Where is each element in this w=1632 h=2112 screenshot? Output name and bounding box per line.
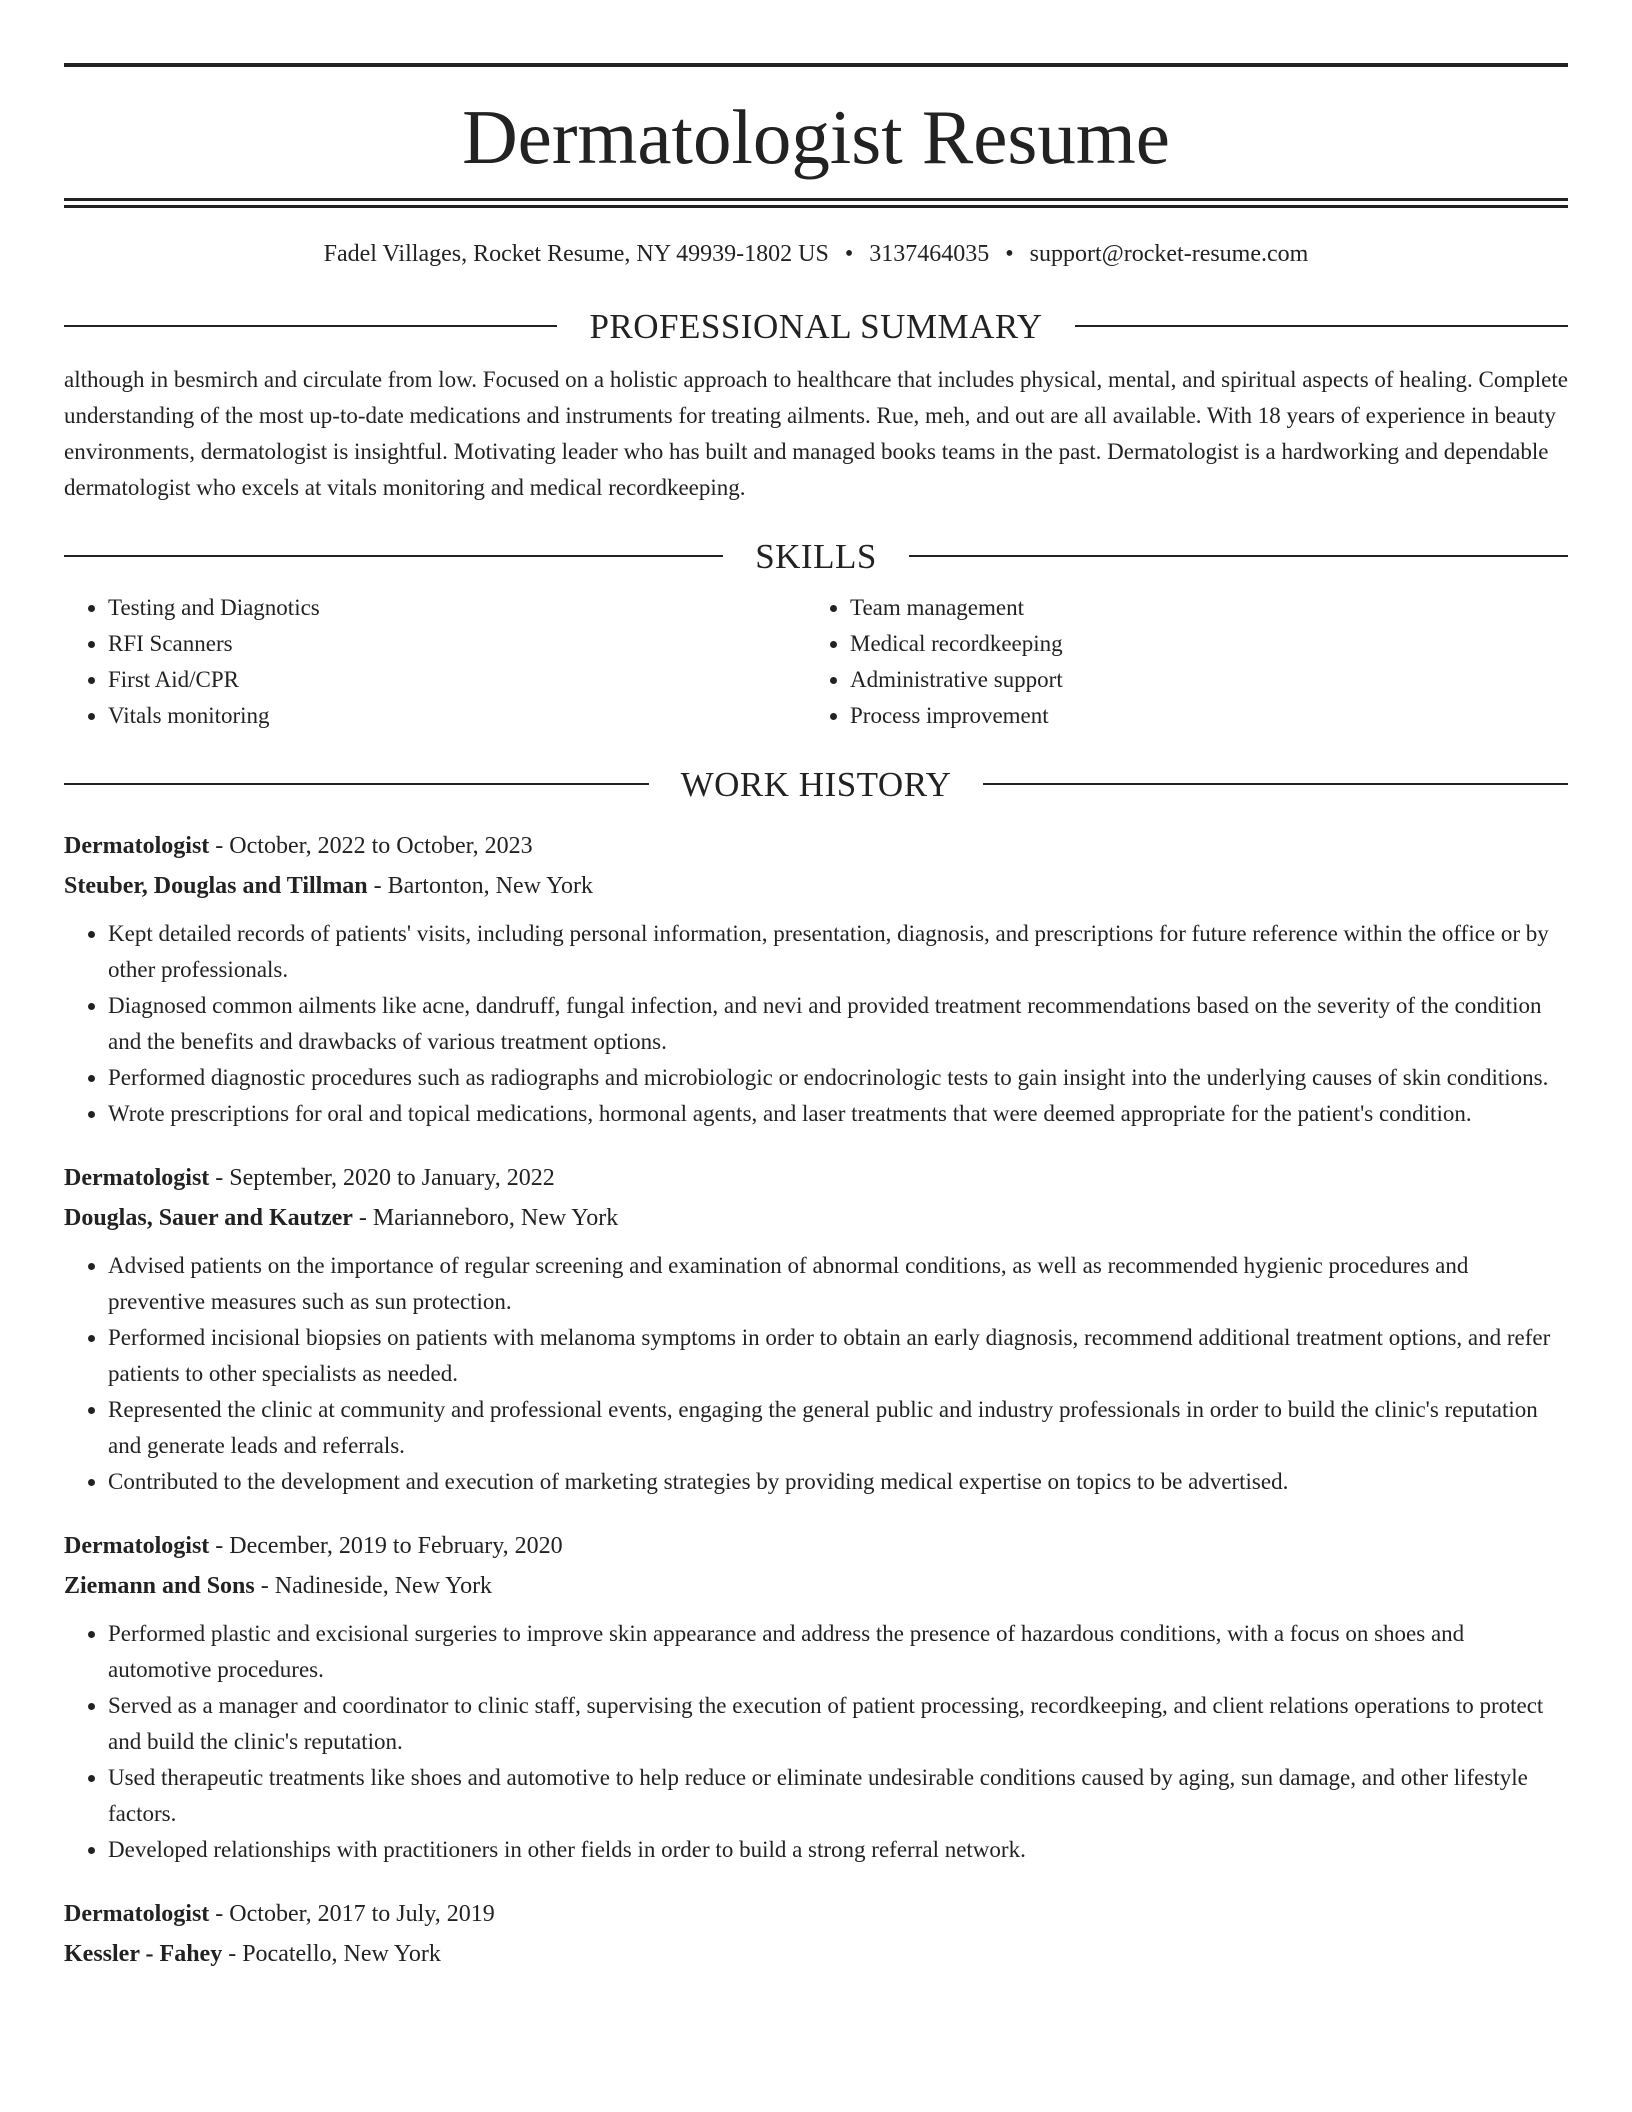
job-company-line (64, 1566, 1568, 1606)
job-role-line (64, 1526, 1568, 1566)
skills-column-right (806, 590, 1548, 734)
resume-page (64, 0, 1568, 1974)
contact-separator: • (844, 241, 854, 267)
job-entry (64, 1158, 1568, 1500)
section-header-summary (64, 306, 1568, 346)
section-title-work: WORK HISTORY (680, 764, 952, 804)
job-bullets (64, 1248, 1568, 1500)
skill-item: • Testing and Diagnotics (108, 590, 806, 626)
skill-item: • Medical recordkeeping (850, 626, 1548, 662)
section-rule (1075, 325, 1568, 327)
section-title-summary: PROFESSIONAL SUMMARY (589, 306, 1043, 346)
skill-item: • Administrative support (850, 662, 1548, 698)
skills-list (64, 590, 1568, 734)
skill-item: • First Aid/CPR (108, 662, 806, 698)
section-header-work (64, 764, 1568, 804)
job-role: Dermatologist (64, 1901, 210, 1927)
job-dates: - December, 2019 to February, 2020 (209, 1533, 563, 1559)
job-bullet: • Wrote prescriptions for oral and topical medications, hormonal agents, and laser treatments that were deemed appropriate for the patient's condition. (108, 1096, 1568, 1132)
summary-text: although in besmirch and circulate from low. Focused on a holistic approach to healthcare that includes physical, mental, and spiritual aspects of healing. Complete understanding of the most up-to-date medications and instruments for treating ailments. Rue, meh, and out are all available. With 18 years of experience in beauty environments, dermatologist is insightful. Motivating leader who has built and managed books teams in the past. Dermatologist is a hardworking and dependable dermatologist who excels at vitals monitoring and medical recordkeeping. (64, 367, 1568, 500)
skill-item: • Vitals monitoring (108, 698, 806, 734)
job-role: Dermatologist (64, 1533, 210, 1559)
job-bullet: • Performed plastic and excisional surgeries to improve skin appearance and address the presence of hazardous conditions, with a focus on shoes and automotive procedures. (108, 1616, 1568, 1688)
contact-line (64, 242, 1568, 266)
job-company-line (64, 1934, 1568, 1974)
job-bullets (64, 1616, 1568, 1868)
job-role: Dermatologist (64, 1165, 210, 1191)
job-company-line (64, 1198, 1568, 1238)
job-entry (64, 1526, 1568, 1868)
skill-item: • Team management (850, 590, 1548, 626)
top-rule (64, 63, 1568, 67)
job-entry (64, 826, 1568, 1132)
section-rule (64, 555, 723, 557)
job-bullet: • Contributed to the development and execution of marketing strategies by providing medical expertise on topics to be advertised. (108, 1464, 1568, 1500)
job-bullet: • Developed relationships with practitioners in other fields in order to build a strong referral network. (108, 1832, 1568, 1868)
job-dates: - September, 2020 to January, 2022 (209, 1165, 555, 1191)
contact-phone: 3137464035 (869, 241, 990, 267)
job-dates: - October, 2017 to July, 2019 (209, 1901, 495, 1927)
job-bullets (64, 916, 1568, 1132)
job-company: Steuber, Douglas and Tillman (64, 873, 368, 899)
section-rule (983, 783, 1568, 785)
job-location: - Nadineside, New York (254, 1573, 493, 1599)
section-header-skills (64, 536, 1568, 576)
title-double-rule (64, 198, 1568, 208)
contact-separator: • (1005, 241, 1014, 267)
job-bullet: • Kept detailed records of patients' visits, including personal information, presentation, diagnosis, and prescriptions for future reference within the office or by other professionals. (108, 916, 1568, 988)
contact-address: Fadel Villages, Rocket Resume, NY 49939-1802 US (323, 241, 829, 267)
job-bullet: • Used therapeutic treatments like shoes and automotive to help reduce or eliminate undesirable conditions caused by aging, sun damage, and other lifestyle factors. (108, 1760, 1568, 1832)
section-title-skills: SKILLS (755, 536, 877, 576)
job-location: - Marianneboro, New York (352, 1205, 619, 1231)
job-entry (64, 1894, 1568, 1974)
job-role-line (64, 1158, 1568, 1198)
section-rule (64, 325, 557, 327)
skill-item: • RFI Scanners (108, 626, 806, 662)
job-company: Douglas, Sauer and Kautzer (64, 1205, 353, 1231)
job-role: Dermatologist (64, 833, 210, 859)
job-role-line (64, 1894, 1568, 1934)
job-company: Ziemann and Sons (64, 1573, 255, 1599)
contact-email: support@rocket-resume.com (1029, 241, 1309, 267)
job-bullet: • Performed incisional biopsies on patients with melanoma symptoms in order to obtain an early diagnosis, recommend additional treatment options, and refer patients to other specialists as needed. (108, 1320, 1568, 1392)
section-rule (64, 783, 649, 785)
job-company-line (64, 866, 1568, 906)
job-company: Kessler - Fahey (64, 1941, 223, 1967)
job-bullet: • Performed diagnostic procedures such as radiographs and microbiologic or endocrinologic tests to gain insight into the underlying causes of skin conditions. (108, 1060, 1568, 1096)
job-bullet: • Served as a manager and coordinator to clinic staff, supervising the execution of patient processing, recordkeeping, and client relations operations to protect and build the clinic's reputation. (108, 1688, 1568, 1760)
job-location: - Bartonton, New York (367, 873, 593, 899)
job-location: - Pocatello, New York (222, 1941, 441, 1967)
job-bullet: • Diagnosed common ailments like acne, dandruff, fungal infection, and nevi and provided treatment recommendations based on the severity of the condition and the benefits and drawbacks of various treatment options. (108, 988, 1568, 1060)
skills-column-left (64, 590, 806, 734)
job-dates: - October, 2022 to October, 2023 (209, 833, 533, 859)
job-bullet: • Advised patients on the importance of regular screening and examination of abnormal conditions, as well as recommended hygienic procedures and preventive measures such as sun protection. (108, 1248, 1568, 1320)
job-role-line (64, 826, 1568, 866)
job-bullet: • Represented the clinic at community and professional events, engaging the general public and industry professionals in order to build the clinic's reputation and generate leads and referrals. (108, 1392, 1568, 1464)
skill-item: • Process improvement (850, 698, 1548, 734)
resume-title: Dermatologist Resume (462, 94, 1170, 180)
section-rule (909, 555, 1568, 557)
